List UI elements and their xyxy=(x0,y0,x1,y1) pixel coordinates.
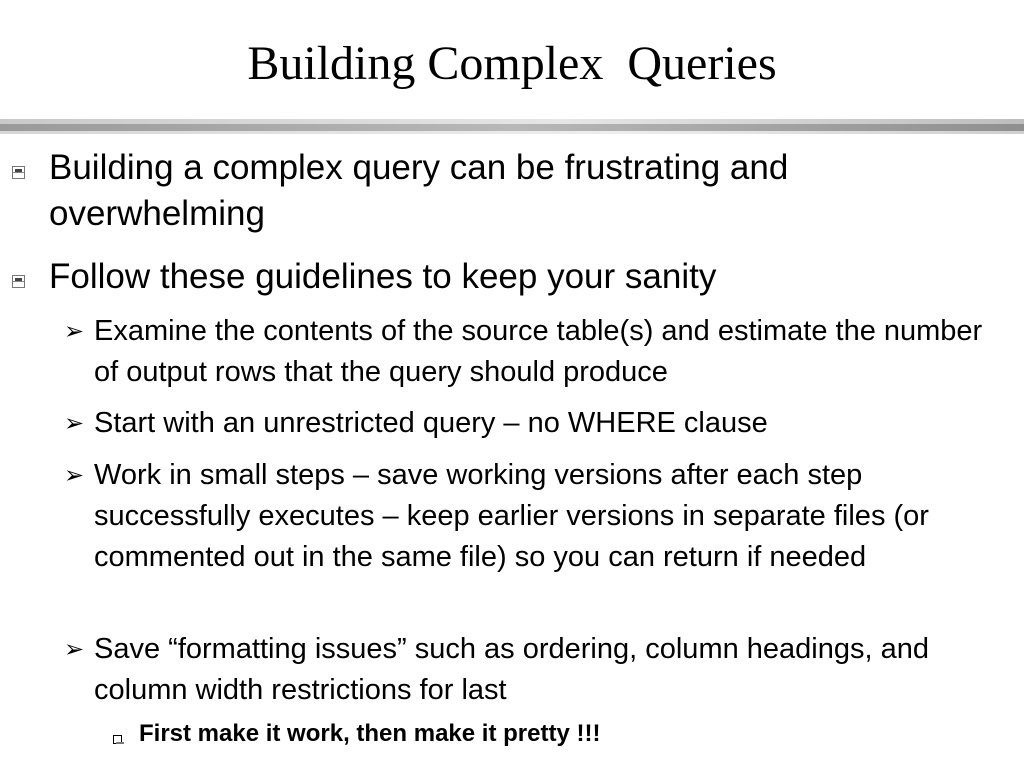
sub-sub-bullet-text: First make it work, then make it pretty !!! xyxy=(139,720,601,747)
boxed-minus-bullet-icon xyxy=(12,166,25,179)
boxed-minus-bullet-icon xyxy=(12,275,25,288)
sub-bullet-text: Examine the contents of the source table(s) and estimate the number of output rows that the query should produce xyxy=(94,315,983,388)
bullet-text: Follow these guidelines to keep your sanity xyxy=(49,257,717,296)
arrowhead-bullet-icon: ➢ xyxy=(64,318,85,345)
bullet-text: Building a complex query can be frustrating and overwhelming xyxy=(49,148,789,233)
slide-title: Building Complex Queries xyxy=(247,37,777,90)
arrowhead-bullet-icon: ➢ xyxy=(64,410,85,437)
sub-bullet-text: Work in small steps – save working versions after each step successfully executes – keep earlier versions in separate files (or commented out in the same file) so you can return if needed xyxy=(94,459,929,573)
square-bullet-icon xyxy=(113,735,122,744)
arrowhead-bullet-icon: ➢ xyxy=(64,636,85,663)
arrowhead-bullet-icon: ➢ xyxy=(64,462,85,489)
sub-bullet-text: Start with an unrestricted query – no WHERE clause xyxy=(94,407,768,439)
sub-bullet-text: Save “formatting issues” such as ordering, column headings, and column width restrictions for last xyxy=(94,633,929,706)
